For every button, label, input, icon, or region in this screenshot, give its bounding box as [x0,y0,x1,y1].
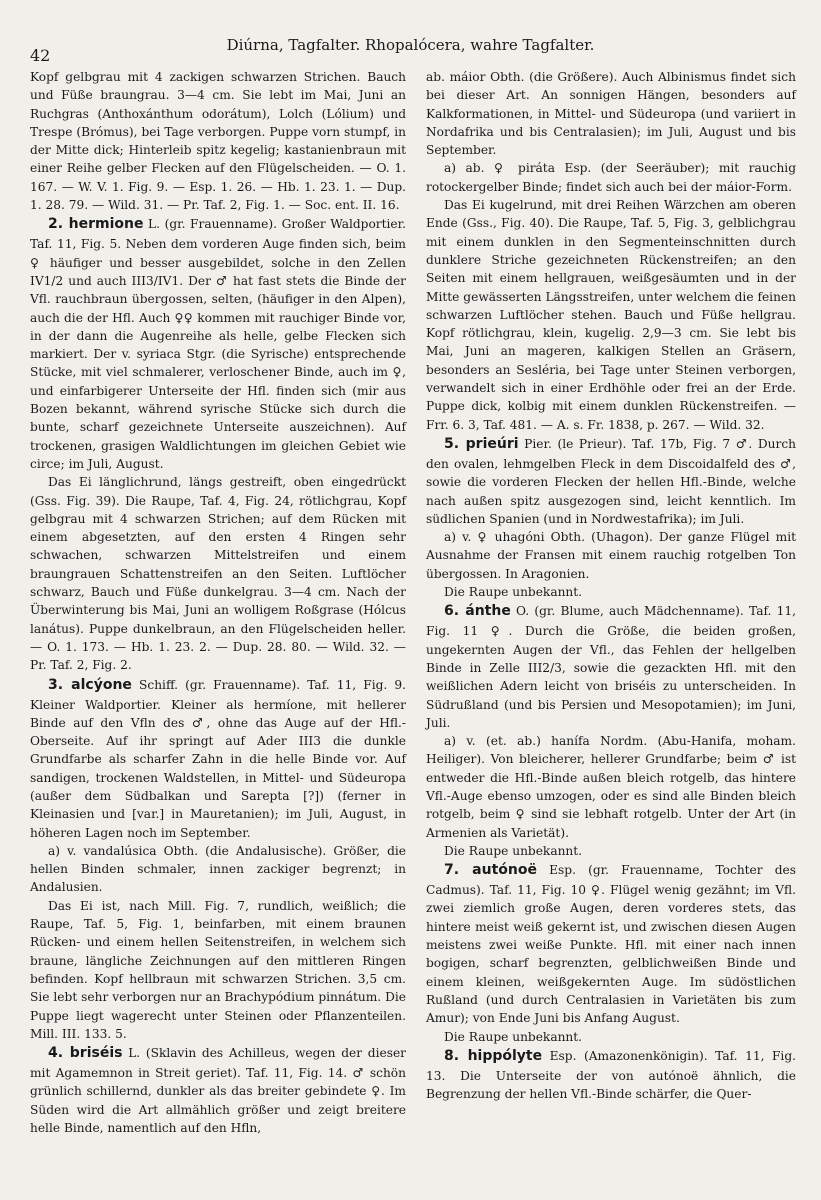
paragraph-raupe-unbekannt: Die Raupe unbekannt. [444,1029,583,1044]
right-column [426,68,796,1103]
entry-alcyone [30,675,406,842]
left-column [30,68,406,1137]
paragraph-raupe-unbekannt: Die Raupe unbekannt. [444,843,583,858]
species-name: 7. autónoë [444,862,537,879]
entry-text: Pier. (le Prieur). Taf. 17b, Fig. 7 ♂. Durch den ovalen, lehmgelben Fleck in dem Discoidalfeld des ♂, sowie die vorderen Flecken der hellen Hfl.-Binde, welche nach außen spitz ausgezogen sind, leicht kenntlich. Im südlichen Spanien (und in Nordwestafrika); im Juli. [426,436,796,526]
paragraph-hanifa: a) v. (et. ab.) hanífa Nordm. (Abu-Hanifa, moham. Heiliger). Von bleicherer, hellerer Grundfarbe; beim ♂ ist entweder die Hfl.-Binde außen bleich rotgelb, das hintere Vfl.-Auge ebenso umzogen, oder es sind alle Binden bleich rotgelb, beim ♀ sind sie lebhaft rotgelb. Unter der Art (in Armenien als Varietät). [426,734,796,840]
entry-hippolyte [426,1046,796,1104]
paragraph-alcyone-ei: Das Ei ist, nach Mill. Fig. 7, rundlich, weißlich; die Raupe, Taf. 5, Fig. 1, beinfarben, mit einem braunen Rücken- und einem hellen Seitenstreifen, in welchem sich braune, längliche Zeichnungen auf den mittleren Ringen befinden. Kopf hellbraun mit schwarzen Strichen. 3,5 cm. Sie lebt sehr verborgen nur an Brachypódium pinnátum. Die Puppe liegt wagerecht unter Steinen oder Pflanzenteilen. Mill. III. 133. 5. [30,898,406,1041]
page-number: 42 [30,46,51,65]
paragraph-hermione-ei: Das Ei länglichrund, längs gestreift, oben eingedrückt (Gss. Fig. 39). Die Raupe, Taf. 4, Fig. 24, rötlichgrau, Kopf gelbgrau mit 4 schwarzen Strichen; auf dem Rücken mit einem abgesetzten, auf den ersten 4 Ringen sehr schwachen, schwarzen Mittelstreifen und einem braungrauen Schattenstreifen an den Seiten. Luftlöcher schwarz, Bauch und Füße dunkelgrau. 3—4 cm. Nach der Überwinterung bis Mai, Juni an wolligem Roßgrase (Hólcus lanátus). Puppe dunkelbraun, an den Flügelscheiden heller. — O. 1. 173. — Hb. 1. 23. 2. — Dup. 28. 80. — Wild. 32. — Pr. Taf. 2, Fig. 2. [30,475,406,673]
species-name: 4. briséis [48,1045,123,1062]
species-name: 8. hippólyte [444,1047,543,1064]
entry-prieuri [426,434,796,528]
entry-text: L. (gr. Frauenname). Großer Waldportier. Taf. 11, Fig. 5. Neben dem vorderen Auge finden sich, beim ♀ häufiger und besser ausgebildet, solche in den Zellen IV1/2 und auch III3/IV1. Der ♂ hat fast stets die Binde der Vfl. rauchbraun übergossen, selten, (häufiger in den Alpen), auch die der Hfl. Auch ♀♀ kommen mit rauchiger Binde vor, in der dann die Augenreihe als helle, gelbe Flecken sich markiert. Der v. syriaca Stgr. (die Syrische) entsprechende Stücke, mit viel schmalerer, verloschener Binde, auch im ♀, und einfarbigerer Unterseite der Hfl. finden sich (mir aus Bozen bekannt, während syrische Stücke sich durch die bunte, scharf gezeichnete Unterseite auszeichnen). Auf trockenen, grasigen Waldlichtungen im gleichen Gebiet wie circe; im Juli, August. [30,217,406,471]
entry-hermione [30,214,406,473]
paragraph-alcyone-var: a) v. vandalúsica Obth. (die Andalusische). Größer, die hellen Binden schmaler, innen zackiger begrenzt; in Andalusien. [30,843,406,895]
paragraph-pirata: a) ab. ♀ piráta Esp. (der Seeräuber); mit rauchig rotockergelber Binde; findet sich auch bei der máior-Form. [426,161,796,194]
entry-briseis [30,1043,406,1137]
entry-anthe [426,601,796,732]
entry-text: Esp. (gr. Frauenname, Tochter des Cadmus). Taf. 11, Fig. 10 ♀. Flügel wenig gezähnt; im Vfl. zwei ziemlich große Augen, deren vorderes stets, das hintere meist weiß gekernt ist, und zwischen diesen Augen meistens zwei weiße Punkte. Hfl. mit einer nach innen bogigen, scharf begrenzten, gelblichweißen Binde und einem kleinen, weißgekernten Auge. Im südöstlichen Rußland (und durch Centralasien in Varietäten bis zum Amur); von Ende Juni bis Anfang August. [426,863,796,1026]
entry-autonoe [426,860,796,1027]
paragraph-intro: Kopf gelbgrau mit 4 zackigen schwarzen Strichen. Bauch und Füße braungrau. 3—4 cm. Sie lebt im Mai, Juni an Ruchgras (Anthoxánthum odorátum), Lolch (Lólium) und Trespe (Brómus), bei Tage verborgen. Puppe vorn stumpf, in der Mitte dick; Hinterleib spitz kegelig; kastanienbraun mit einer Reihe gelber Flecken auf den Flügelscheiden. — O. 1. 167. — W. V. 1. Fig. 9. — Esp. 1. 26. — Hb. 1. 23. 1. — Dup. 1. 28. 79. — Wild. 31. — Pr. Taf. 2, Fig. 1. — Soc. ent. II. 16. [30,70,406,213]
paragraph-raupe-unbekannt: Die Raupe unbekannt. [444,585,583,600]
paragraph-briseis-ei: Das Ei kugelrund, mit drei Reihen Wärzchen am oberen Ende (Gss., Fig. 40). Die Raupe, Taf. 5, Fig. 3, gelblichgrau mit einem dunklen in den Segmenteinschnitten durch dunklere Striche gezeichneten Rückenstreifen; an den Seiten mit einem hellgrauen, weißgesäumten und in der Mitte gewässerten Längsstreifen, unter welchem die feinen schwarzen Luftlöcher stehen. Bauch und Füße hellgrau. Kopf rötlichgrau, klein, kugelig. 2,9—3 cm. Sie lebt bis Mai, Juni an mageren, kalkigen Stellen an Gräsern, besonders an Sesléria, bei Tage unter Steinen verborgen, verwandelt sich in einer Erdhöhle oder frei an der Erde. Puppe dick, kolbig mit einem dunklen Rückenstreifen. — Frr. 6. 3, Taf. 481. — A. s. Fr. 1838, p. 267. — Wild. 32. [426,198,796,432]
paragraph-uhagoni: a) v. ♀ uhagóni Obth. (Uhagon). Der ganze Flügel mit Ausnahme der Fransen mit einem rauchig rotgelben Ton übergossen. In Aragonien. [426,530,796,581]
species-name: 3. alcýone [48,676,132,693]
species-name: 5. prieúri [444,435,519,452]
entry-text: O. (gr. Blume, auch Mädchenname). Taf. 11, Fig. 11 ♀. Durch die Größe, die beiden großen, ungekernten Augen der Vfl., das Fehlen der hellgelben Binde in Zelle III2/3, sowie die gezackten Hfl. mit den weißlichen Adern leicht von briséis zu unterscheiden. In Südrußland (und bis Persien und Mesopotamien); im Juni, Juli. [426,604,796,730]
entry-text: L. (Sklavin des Achilleus, wegen der dieser mit Agamemnon in Streit geriet). Taf. 11, Fig. 14. ♂ schön grünlich schillernd, dunkler als das breiter gebindete ♀. Im Süden wird die Art allmählich größer und zeigt breitere helle Binde, namentlich auf den Hfln, [30,1046,406,1136]
running-title: Diúrna, Tagfalter. Rhopalócera, wahre Tagfalter. [226,36,595,54]
species-name: 6. ánthe [444,603,511,620]
entry-text: Schiff. (gr. Frauenname). Taf. 11, Fig. 9. Kleiner Waldportier. Kleiner als hermíone, mit hellerer Binde auf den Vfln des ♂, ohne das Auge auf der Hfl.-Oberseite. Auf ihr springt auf Ader III3 die dunkle Grundfarbe als scharfer Zahn in die helle Binde vor. Auf sandigen, trockenen Waldstellen, in Mittel- und Südeuropa (außer dem Südbalkan und Sarepta [?]) (ferner in Kleinasien und [var.] in Mauretanien); im Juli, August, in höheren Lagen noch im September. [30,677,407,840]
paragraph-major: ab. máior Obth. (die Größere). Auch Albinismus findet sich bei dieser Art. An sonnigen Hängen, besonders auf Kalkformationen, in Mittel- und Südeuropa (und variiert in Nordafrika und bis Centralasien); im Juli, August und bis September. [426,70,796,158]
entry-text: Esp. (Amazonenkönigin). Taf. 11, Fig. 13. Die Unterseite der von autónoë ähnlich, die Begrenzung der hellen Vfl.-Binde schärfer, die Quer- [426,1048,796,1102]
species-name: 2. hermione [48,216,144,233]
